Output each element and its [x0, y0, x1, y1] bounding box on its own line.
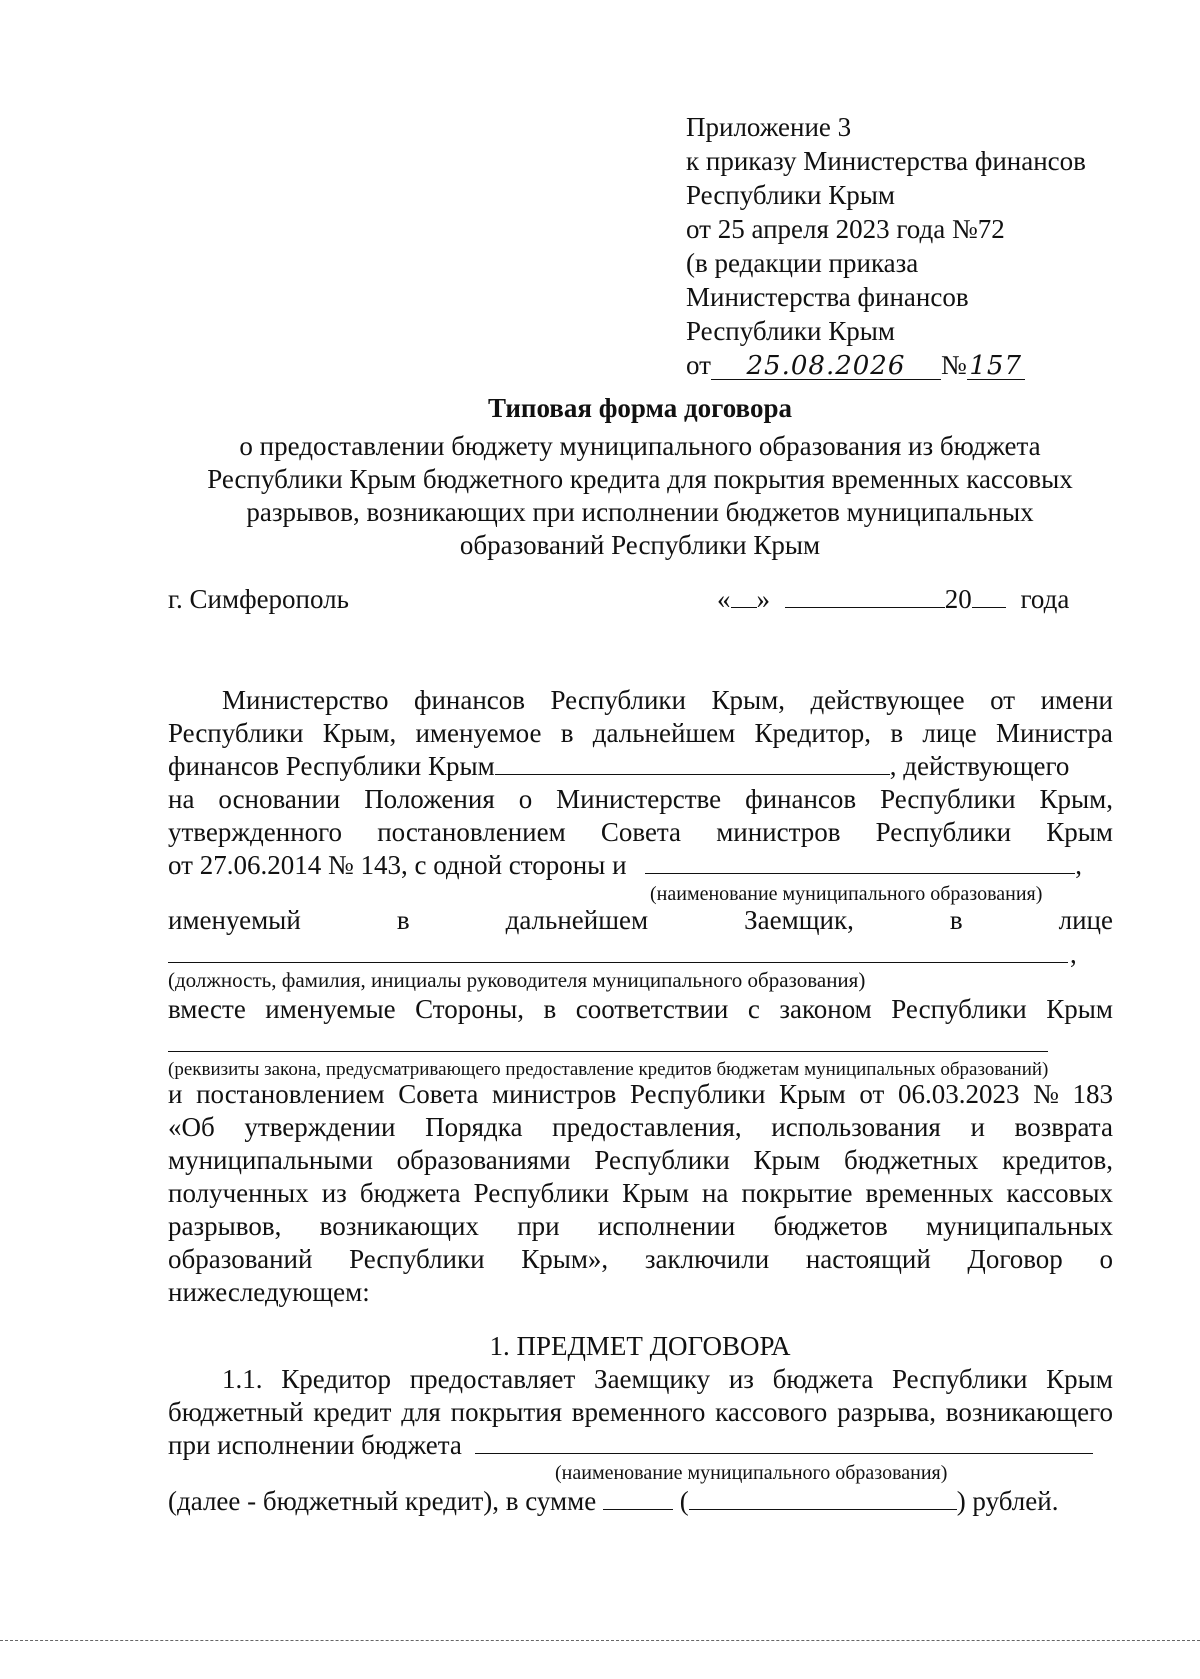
law-details-blank [168, 1051, 1048, 1052]
word: бюджетов [773, 1211, 888, 1241]
word: в [396, 905, 410, 935]
word: кредит [313, 1397, 392, 1427]
word: лице [922, 718, 977, 748]
word: Крым [1046, 817, 1113, 847]
quote-close: » [756, 584, 770, 614]
appendix-line-5: (в редакции приказа [686, 248, 919, 278]
word: 183 [1072, 1079, 1113, 1109]
word: Крым, [711, 685, 785, 715]
caption-head: (должность, фамилия, инициалы руководителя муниципального образования) [168, 968, 866, 992]
body-line [168, 1111, 1113, 1144]
word: и [168, 1079, 183, 1109]
word: соответствии [575, 994, 729, 1024]
word: «Об [168, 1112, 215, 1142]
word: в [560, 718, 574, 748]
appendix-block [686, 110, 1086, 382]
word: Республики [629, 1079, 766, 1109]
word: Крым [753, 1145, 821, 1175]
word: с [747, 994, 760, 1024]
word: № [1033, 1079, 1059, 1109]
word: Республики [892, 1364, 1028, 1394]
footer-rule [0, 1640, 1200, 1641]
paren-open: ( [679, 1486, 689, 1516]
handwritten-number: 157 [967, 353, 1025, 380]
word: кредитов, [1002, 1145, 1113, 1175]
body-line: нижеследующем: [168, 1277, 370, 1307]
caption-law: (реквизиты закона, предусматривающего предоставление кредитов бюджетам муниципальных образований) [168, 1059, 1049, 1080]
minister-name-blank [495, 774, 890, 775]
word: о [518, 784, 533, 814]
word: покрытие [741, 1178, 853, 1208]
text-span: ) рублей. [956, 1486, 1059, 1516]
word: при [517, 1211, 560, 1241]
word: Министра [995, 718, 1113, 748]
body-line [168, 1078, 1113, 1111]
text-span: финансов Республики Крым [168, 751, 495, 781]
word: Республики [473, 1178, 610, 1208]
word: о [1099, 1244, 1113, 1274]
word: использования [771, 1112, 941, 1142]
year-prefix: 20 [944, 584, 972, 614]
appendix-number-label: № [940, 350, 967, 380]
word: дальнейшем [505, 905, 649, 935]
comma: , [1070, 939, 1077, 969]
word: исполнении [597, 1211, 736, 1241]
word: Договор [967, 1244, 1063, 1274]
body-line [222, 684, 1113, 717]
body-line [168, 717, 1113, 750]
appendix-line-6: Министерства финансов [686, 282, 969, 312]
word: Крым [779, 1079, 846, 1109]
word: лице [1058, 905, 1113, 935]
word: полученных [168, 1178, 309, 1208]
word: действующее [810, 685, 965, 715]
appendix-line-1: Приложение 3 [686, 112, 852, 142]
word: Кредитор [281, 1364, 391, 1394]
word: в [890, 718, 904, 748]
word: муниципальных [926, 1211, 1113, 1241]
date-fill-line [717, 583, 1069, 616]
amount-words-blank [689, 1509, 957, 1510]
word: на [701, 1178, 729, 1208]
word: для [401, 1397, 441, 1427]
word: Министерстве [556, 784, 722, 814]
word: именуемый [168, 905, 301, 935]
word: временного [571, 1397, 706, 1427]
word: на [168, 784, 195, 814]
word: Республики [880, 784, 1016, 814]
word: покрытия [450, 1397, 562, 1427]
word: от [990, 685, 1016, 715]
body-line [168, 816, 1113, 849]
word: утвержденного [168, 817, 343, 847]
municipality-blank [645, 873, 1075, 874]
word: бюджетный [168, 1397, 304, 1427]
word: постановлением [196, 1079, 385, 1109]
title-bold: Типовая форма договора [488, 393, 792, 423]
word: предоставления, [552, 1112, 742, 1142]
caption-municipality-2: (наименование муниципального образования) [555, 1462, 948, 1484]
word: Крым, [1039, 784, 1113, 814]
word: именуемое [415, 718, 542, 748]
word: Республики [349, 1244, 485, 1274]
title-line-3: разрывов, возникающих при исполнении бюджетов муниципальных [246, 497, 1034, 527]
comma: , [1075, 850, 1083, 880]
word: в [949, 905, 963, 935]
body-line [168, 993, 1113, 1026]
word: образованиями [396, 1145, 571, 1175]
appendix-line-2: к приказу Министерства финансов [686, 146, 1086, 176]
word: Крым», [521, 1244, 609, 1274]
word: 1.1. [222, 1364, 263, 1394]
word: временных [865, 1178, 994, 1208]
word: Крым [622, 1178, 689, 1208]
word: постановлением [377, 817, 566, 847]
body-line [168, 1243, 1113, 1276]
word: бюджета [772, 1364, 874, 1394]
word: Совета [398, 1079, 479, 1109]
word: в [543, 994, 557, 1024]
word: бюджета [359, 1178, 461, 1208]
word: кассовых [1006, 1178, 1113, 1208]
quote-open: « [717, 584, 731, 614]
word: финансов [413, 685, 526, 715]
body-line [168, 750, 1069, 783]
word: и [970, 1112, 985, 1142]
word: вместе [168, 994, 246, 1024]
word: кассового [715, 1397, 828, 1427]
word: Порядка [425, 1112, 523, 1142]
word: муниципальными [168, 1145, 373, 1175]
body-line [168, 1177, 1113, 1210]
word: от [859, 1079, 885, 1109]
word: Республики [594, 1145, 730, 1175]
word: дальнейшем [592, 718, 736, 748]
word: образований [168, 1244, 313, 1274]
word: утверждении [244, 1112, 396, 1142]
title-line-1: о предоставлении бюджету муниципального образования из бюджета [239, 431, 1041, 461]
body-line [168, 1485, 1058, 1518]
city-label: г. Симферополь [168, 584, 349, 614]
caption-municipality: (наименование муниципального образования) [650, 883, 1043, 905]
handwritten-date: 25.08.2026 [711, 353, 941, 380]
word: из [321, 1178, 347, 1208]
word: разрыва, [837, 1397, 937, 1427]
text-span: (далее - бюджетный кредит), в сумме [168, 1486, 597, 1516]
word: Совета [600, 817, 682, 847]
title-line-2: Республики Крым бюджетного кредита для покрытия временных кассовых [207, 464, 1073, 494]
word: Республики [168, 718, 304, 748]
word: Республики [891, 994, 1027, 1024]
word: Заемщик, [744, 905, 854, 935]
word: Крым [1046, 994, 1113, 1024]
appendix-ot-label: от [686, 350, 711, 380]
year-word: года [1020, 584, 1070, 614]
year-blank [972, 607, 1006, 608]
word: возврата [1014, 1112, 1113, 1142]
appendix-line-4: от 25 апреля 2023 года №72 [686, 214, 1005, 244]
word: Республики [550, 685, 686, 715]
body-line [168, 1210, 1113, 1243]
word: разрывов, [168, 1211, 282, 1241]
word: Заемщику [594, 1364, 711, 1394]
word: Республики [875, 817, 1012, 847]
word: законом [779, 994, 872, 1024]
text-span: , действующего [889, 751, 1070, 781]
text-span: при исполнении бюджета [168, 1430, 462, 1460]
word: Положения [364, 784, 495, 814]
word: заключили [644, 1244, 770, 1274]
word: бюджетных [843, 1145, 979, 1175]
word: Стороны, [415, 994, 525, 1024]
body-line [168, 904, 1113, 937]
word: настоящий [805, 1244, 931, 1274]
word: Кредитор, [754, 718, 872, 748]
word: основании [218, 784, 341, 814]
word: возникающих [319, 1211, 479, 1241]
word: предоставляет [409, 1364, 576, 1394]
amount-digits-blank [603, 1509, 673, 1510]
month-blank [785, 607, 945, 608]
word: финансов [745, 784, 857, 814]
day-blank [731, 607, 757, 608]
appendix-line-3: Республики Крым [686, 180, 895, 210]
appendix-line-8 [686, 348, 1086, 382]
title-line-4: образований Республики Крым [459, 530, 821, 560]
word: Крым, [322, 718, 397, 748]
word: имени [1040, 685, 1113, 715]
word: именуемые [265, 994, 396, 1024]
head-name-blank [168, 962, 1068, 963]
word: Министерство [222, 685, 389, 715]
appendix-line-7: Республики Крым [686, 316, 895, 346]
word: Крым [1046, 1364, 1113, 1394]
document-title [150, 392, 1130, 425]
body-line [168, 1144, 1113, 1177]
word: 06.03.2023 [897, 1079, 1020, 1109]
budget-name-blank [475, 1453, 1093, 1454]
text-span: от 27.06.2014 № 143, с одной стороны и [168, 850, 627, 880]
word: министров [492, 1079, 617, 1109]
body-line [222, 1363, 1113, 1396]
section-heading: 1. ПРЕДМЕТ ДОГОВОРА [489, 1331, 791, 1361]
word: возникающего [945, 1397, 1113, 1427]
word: из [728, 1364, 754, 1394]
body-line [168, 783, 1113, 816]
word: министров [716, 817, 841, 847]
body-line [168, 1396, 1113, 1429]
